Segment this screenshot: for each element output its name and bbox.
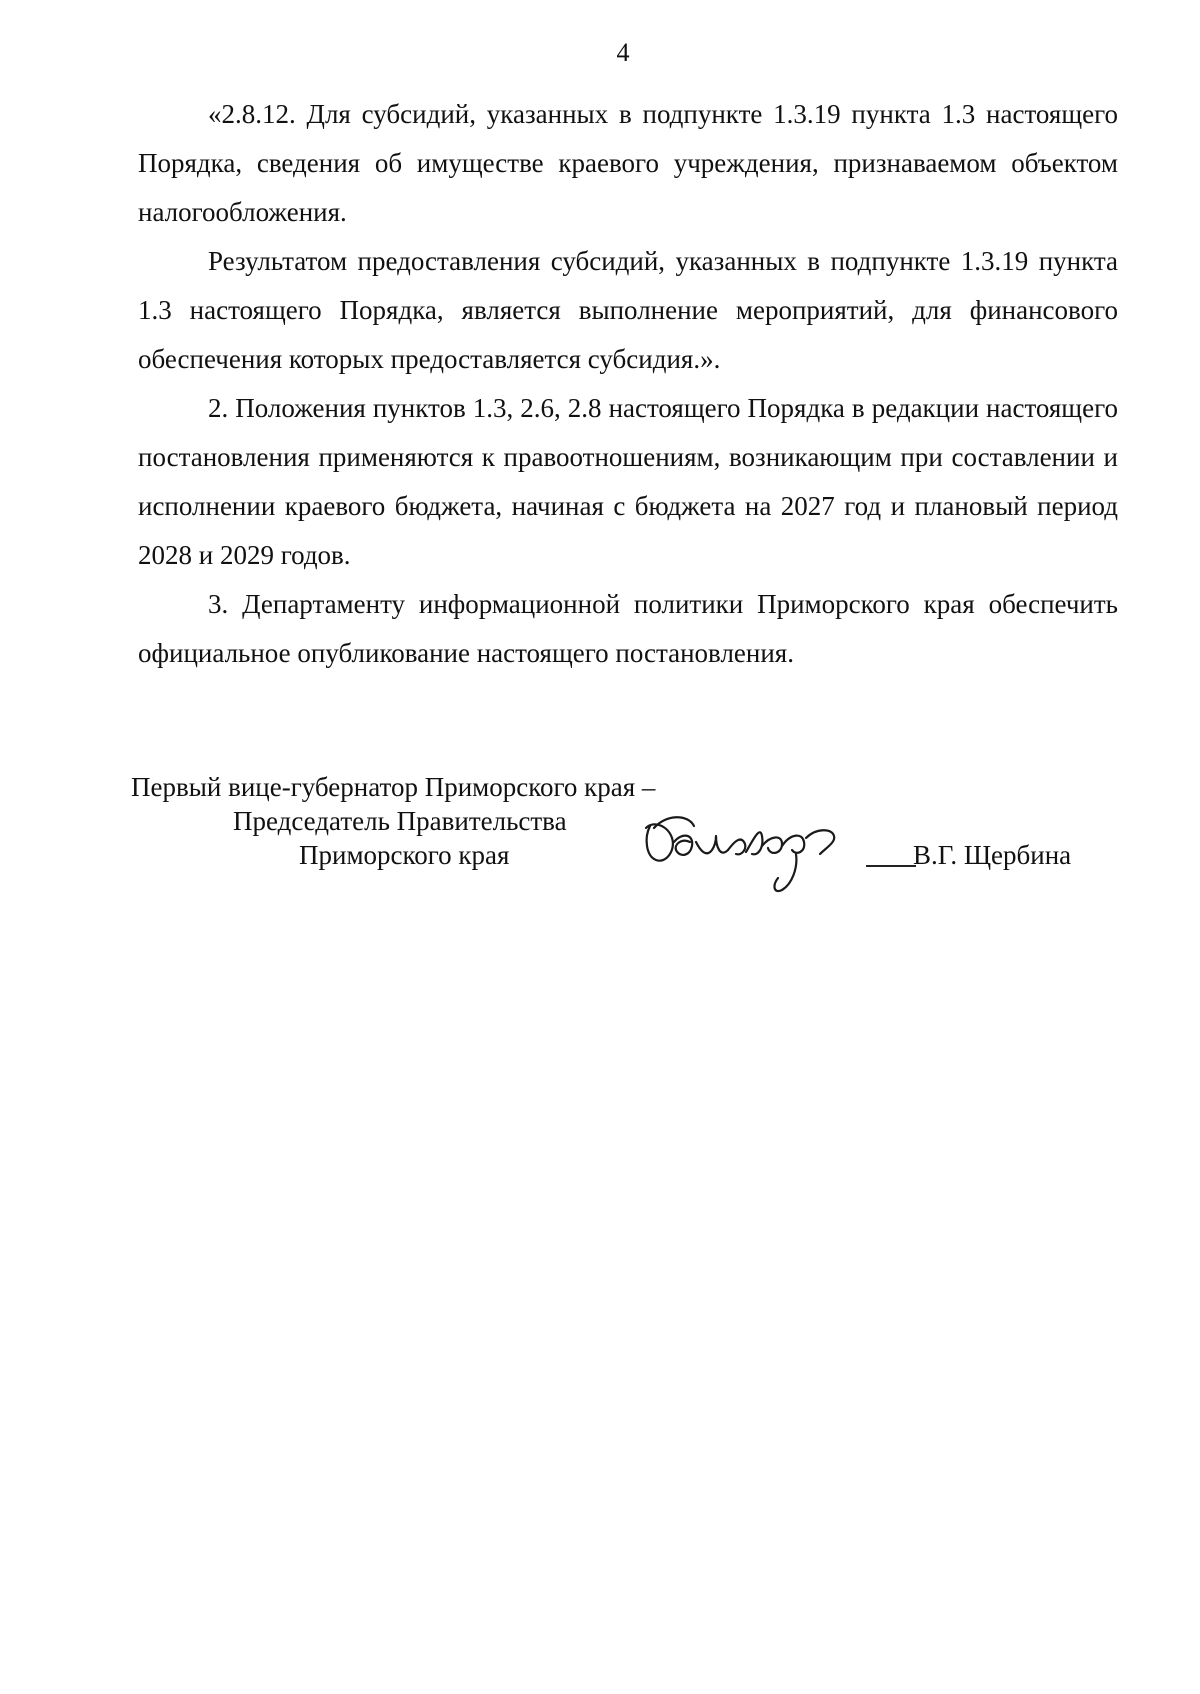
paragraph-item-3: 3. Департаменту информационной политики Приморского края обеспечить официальное опубликование настоящего постановления. [138,589,1118,668]
signer-position-line-3: Приморского края [299,840,510,870]
signature-block [0,760,1200,900]
signer-position-line-1: Первый вице-губернатор Приморского края – [131,772,656,802]
paragraph-item-2: 2. Положения пунктов 1.3, 2.6, 2.8 настоящего Порядка в редакции настоящего постановления применяются к правоотношениям, возникающим при составлении и исполнении краевого бюджета, начиная с бюджета на 2027 год и плановый период 2028 и 2029 годов. [138,393,1118,570]
paragraph-result: Результатом предоставления субсидий, указанных в подпункте 1.3.19 пункта 1.3 настоящего Порядка, является выполнение мероприятий, для финансового обеспечения которых предоставляется субсидия.». [138,246,1118,374]
signer-name: В.Г. Щербина [913,840,1072,870]
handwritten-signature [636,798,866,898]
signer-position-line-2: Председатель Правительства [233,806,567,836]
paragraph-2-8-12: «2.8.12. Для субсидий, указанных в подпункте 1.3.19 пункта 1.3 настоящего Порядка, сведения об имуществе краевого учреждения, признаваемом объектом налогообложения. [138,99,1118,227]
page-number: 4 [616,38,630,67]
signature-line [866,865,916,867]
document-body [138,90,1118,678]
